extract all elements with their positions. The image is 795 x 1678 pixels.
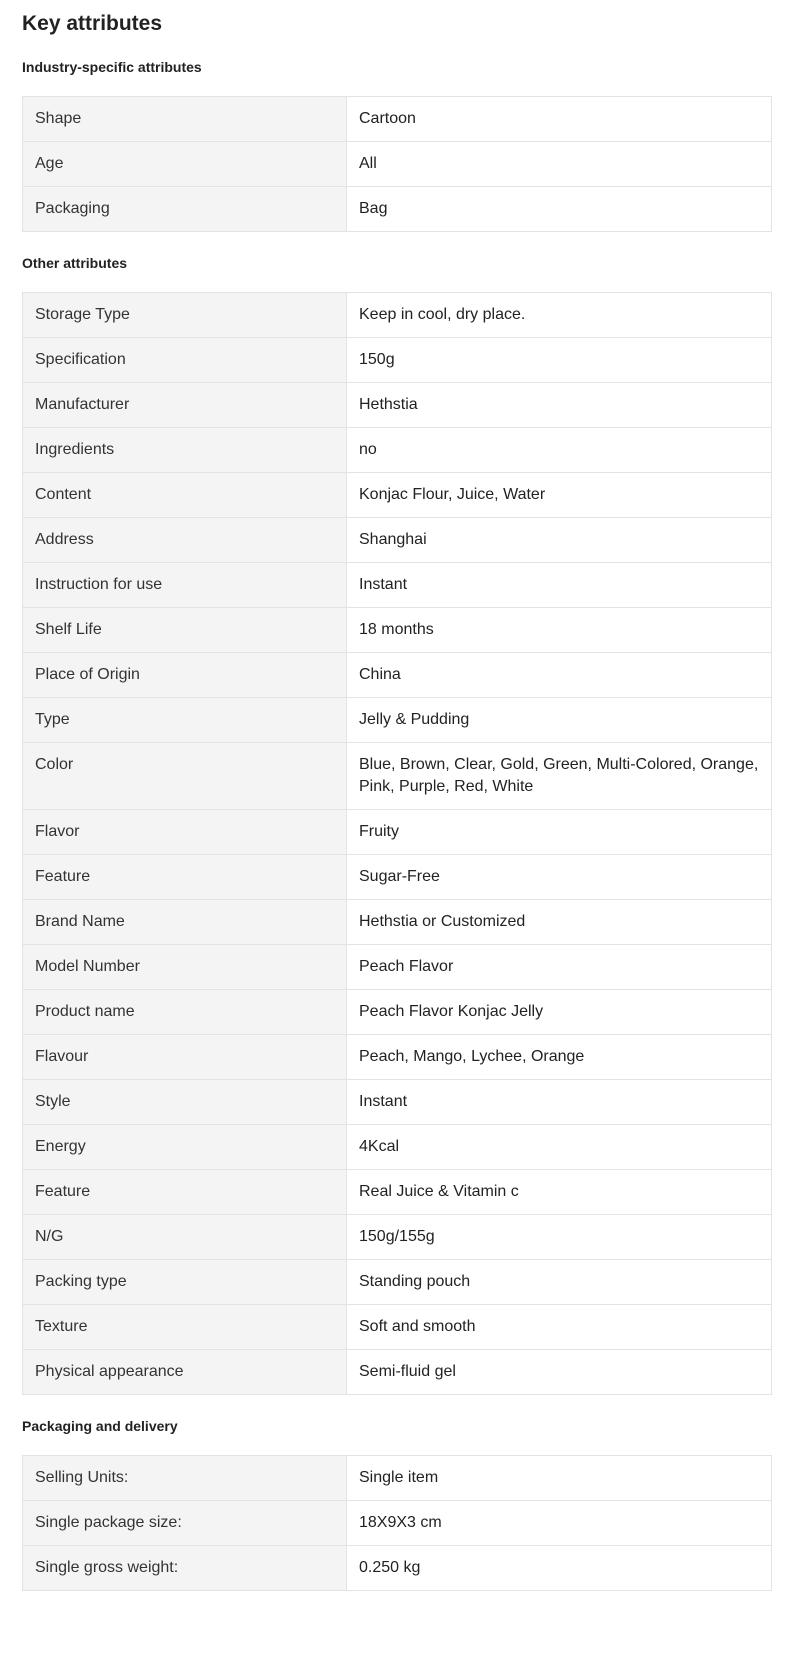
attribute-value: 150g xyxy=(347,338,772,383)
table-row xyxy=(23,855,772,900)
attribute-value: All xyxy=(347,142,772,187)
attribute-name: Color xyxy=(23,743,347,810)
table-row xyxy=(23,187,772,232)
attribute-name: Physical appearance xyxy=(23,1350,347,1395)
attribute-name: Type xyxy=(23,698,347,743)
attribute-name: Address xyxy=(23,518,347,563)
attribute-name: Product name xyxy=(23,990,347,1035)
attribute-name: Single package size: xyxy=(23,1501,347,1546)
attribute-name: Flavour xyxy=(23,1035,347,1080)
attribute-name: Texture xyxy=(23,1305,347,1350)
attribute-name: Model Number xyxy=(23,945,347,990)
attribute-value: Instant xyxy=(347,1080,772,1125)
attribute-value: China xyxy=(347,653,772,698)
attribute-name: Energy xyxy=(23,1125,347,1170)
table-row xyxy=(23,743,772,810)
table-row xyxy=(23,142,772,187)
attribute-name: Single gross weight: xyxy=(23,1546,347,1591)
table-row xyxy=(23,653,772,698)
attribute-value: Bag xyxy=(347,187,772,232)
attribute-value: Peach Flavor xyxy=(347,945,772,990)
table-row xyxy=(23,518,772,563)
attribute-value: no xyxy=(347,428,772,473)
attribute-name: N/G xyxy=(23,1215,347,1260)
attribute-name: Instruction for use xyxy=(23,563,347,608)
table-row xyxy=(23,1456,772,1501)
attribute-value: Konjac Flour, Juice, Water xyxy=(347,473,772,518)
attribute-name: Shape xyxy=(23,97,347,142)
industry-attributes-table xyxy=(22,96,772,232)
attribute-value: Blue, Brown, Clear, Gold, Green, Multi-Colored, Orange, Pink, Purple, Red, White xyxy=(347,743,772,810)
table-row xyxy=(23,383,772,428)
attribute-name: Style xyxy=(23,1080,347,1125)
attribute-value: Peach, Mango, Lychee, Orange xyxy=(347,1035,772,1080)
table-row xyxy=(23,1260,772,1305)
attribute-name: Manufacturer xyxy=(23,383,347,428)
attribute-name: Flavor xyxy=(23,810,347,855)
attribute-value: Hethstia xyxy=(347,383,772,428)
attribute-value: 4Kcal xyxy=(347,1125,772,1170)
attribute-value: Standing pouch xyxy=(347,1260,772,1305)
table-row xyxy=(23,338,772,383)
table-row xyxy=(23,810,772,855)
attribute-value: Cartoon xyxy=(347,97,772,142)
table-row xyxy=(23,97,772,142)
attribute-name: Packing type xyxy=(23,1260,347,1305)
table-row xyxy=(23,1170,772,1215)
attribute-value: Single item xyxy=(347,1456,772,1501)
table-row xyxy=(23,608,772,653)
table-row xyxy=(23,1501,772,1546)
attribute-value: Hethstia or Customized xyxy=(347,900,772,945)
attribute-name: Packaging xyxy=(23,187,347,232)
table-row xyxy=(23,1080,772,1125)
attribute-value: Soft and smooth xyxy=(347,1305,772,1350)
table-row xyxy=(23,945,772,990)
table-row xyxy=(23,698,772,743)
table-row xyxy=(23,293,772,338)
section-title-packaging-delivery: Packaging and delivery xyxy=(22,1418,178,1434)
attribute-name: Age xyxy=(23,142,347,187)
attribute-name: Specification xyxy=(23,338,347,383)
table-row xyxy=(23,900,772,945)
attribute-value: Instant xyxy=(347,563,772,608)
table-row xyxy=(23,1305,772,1350)
attribute-value: Sugar-Free xyxy=(347,855,772,900)
attribute-name: Ingredients xyxy=(23,428,347,473)
attribute-value: Peach Flavor Konjac Jelly xyxy=(347,990,772,1035)
attribute-value: Keep in cool, dry place. xyxy=(347,293,772,338)
attribute-name: Feature xyxy=(23,1170,347,1215)
table-row xyxy=(23,473,772,518)
section-title-other-attributes: Other attributes xyxy=(22,255,128,271)
attribute-name: Selling Units: xyxy=(23,1456,347,1501)
section-title-industry-specific: Industry-specific attributes xyxy=(22,59,202,75)
attribute-value: 18 months xyxy=(347,608,772,653)
table-row xyxy=(23,563,772,608)
table-row xyxy=(23,1546,772,1591)
attribute-name: Storage Type xyxy=(23,293,347,338)
attribute-value: 18X9X3 cm xyxy=(347,1501,772,1546)
attribute-name: Brand Name xyxy=(23,900,347,945)
attribute-name: Content xyxy=(23,473,347,518)
table-row xyxy=(23,990,772,1035)
table-row xyxy=(23,1215,772,1260)
packaging-delivery-table xyxy=(22,1455,772,1591)
other-attributes-table xyxy=(22,292,772,1395)
table-row xyxy=(23,1350,772,1395)
attribute-value: Shanghai xyxy=(347,518,772,563)
attribute-name: Shelf Life xyxy=(23,608,347,653)
attribute-name: Place of Origin xyxy=(23,653,347,698)
attribute-value: Fruity xyxy=(347,810,772,855)
attribute-name: Feature xyxy=(23,855,347,900)
attribute-value: Real Juice & Vitamin c xyxy=(347,1170,772,1215)
page-title: Key attributes xyxy=(22,12,163,35)
table-row xyxy=(23,1125,772,1170)
table-row xyxy=(23,1035,772,1080)
table-row xyxy=(23,428,772,473)
attribute-value: 0.250 kg xyxy=(347,1546,772,1591)
attribute-value: Jelly & Pudding xyxy=(347,698,772,743)
attribute-value: Semi-fluid gel xyxy=(347,1350,772,1395)
attribute-value: 150g/155g xyxy=(347,1215,772,1260)
